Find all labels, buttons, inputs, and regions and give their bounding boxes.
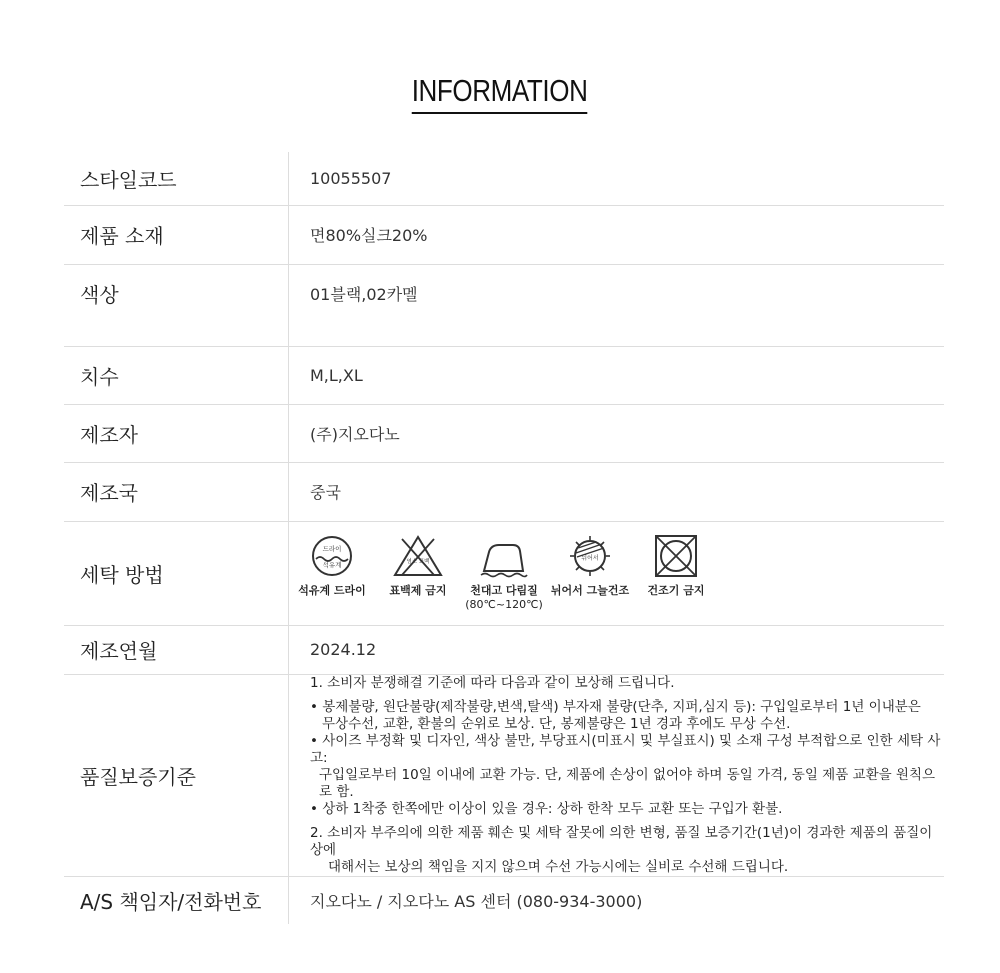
wash-icons <box>289 534 944 612</box>
shade-dry-label: 뉘어서 그늘건조 <box>550 584 630 597</box>
wash-item-iron <box>461 534 547 612</box>
quality-cell <box>289 674 945 876</box>
size-label: 치수 <box>64 346 289 404</box>
date-value: 2024.12 <box>289 625 945 674</box>
row-quality <box>64 674 944 876</box>
row-date <box>64 625 944 674</box>
material-value: 면80%실크20% <box>289 205 945 264</box>
quality-line: 구입일로부터 10일 이내에 교환 가능. 단, 제품에 손상이 없어야 하며 동일 가격, 동일 제품 교환을 원칙으로 함. <box>319 766 936 800</box>
row-style-code <box>64 152 944 205</box>
quality-line: 대해서는 보상의 책임을 지지 않으며 수선 가능시에는 실비로 수선해 드립니다. <box>328 858 789 875</box>
dry-clean-inner-top: 드라이 <box>322 545 342 553</box>
row-as <box>64 876 944 924</box>
material-label: 제품 소재 <box>64 205 289 264</box>
quality-line: • 봉제불량, 원단불량(제작불량,변색,탈색) 부자재 불량(단추, 지퍼,심지 등): 구입일로부터 1년 이내분은 <box>310 698 921 715</box>
dry-clean-inner-bottom: 석유계 <box>322 561 342 569</box>
wash-item-no-bleach <box>375 534 461 598</box>
row-color <box>64 264 944 346</box>
lay-flat-shade-dry-icon <box>566 534 614 578</box>
country-value: 중국 <box>289 462 945 521</box>
product-info-table <box>64 152 944 924</box>
wash-icons-cell <box>289 521 945 625</box>
row-wash <box>64 521 944 625</box>
row-size <box>64 346 944 404</box>
size-value: M,L,XL <box>289 346 945 404</box>
no-bleach-label: 표백제 금지 <box>389 584 447 597</box>
iron-with-cloth-icon <box>479 534 529 578</box>
quality-line: 1. 소비자 분쟁해결 기준에 따라 다음과 같이 보상해 드립니다. <box>310 674 675 691</box>
quality-line: • 상하 1착중 한쪽에만 이상이 있을 경우: 상하 한착 모두 교환 또는 구입가 환불. <box>310 800 783 817</box>
quality-line: 2. 소비자 부주의에 의한 제품 훼손 및 세탁 잘못에 의한 변형, 품질 보증기간(1년)이 경과한 제품의 품질이상에 <box>310 824 933 858</box>
as-label: A/S 책임자/전화번호 <box>64 876 289 924</box>
color-value: 01블랙,02카멜 <box>289 264 945 346</box>
page-title: INFORMATION <box>412 72 588 114</box>
wash-item-no-dryer <box>633 534 719 598</box>
iron-label: 천대고 다림질 <box>470 584 538 597</box>
no-dryer-label: 건조기 금지 <box>647 584 705 597</box>
maker-value: (주)지오다노 <box>289 404 945 462</box>
row-maker <box>64 404 944 462</box>
quality-line: • 사이즈 부정확 및 디자인, 색상 불만, 부당표시(미표시 및 부실표시) 및 소재 구성 부적합으로 인한 세탁 사고: <box>310 732 941 766</box>
row-material <box>64 205 944 264</box>
date-label: 제조연월 <box>64 625 289 674</box>
country-label: 제조국 <box>64 462 289 521</box>
style-code-label: 스타일코드 <box>64 152 289 205</box>
as-value: 지오다노 / 지오다노 AS 센터 (080-934-3000) <box>310 891 643 911</box>
page-title-wrap <box>0 72 1000 114</box>
quality-line: 무상수선, 교환, 환불의 순위로 보상. 단, 봉제불량은 1년 경과 후에도 무상 수선. <box>322 715 791 732</box>
no-bleach-icon <box>392 534 444 578</box>
wash-item-shade-dry <box>547 534 633 598</box>
color-label: 색상 <box>64 264 289 346</box>
style-code-value: 10055507 <box>289 152 945 205</box>
shade-dry-inner: 뉘어서 <box>581 555 599 562</box>
wash-label: 세탁 방법 <box>64 521 289 625</box>
wash-item-dry-clean <box>289 534 375 598</box>
dry-clean-label: 석유계 드라이 <box>298 584 366 597</box>
iron-temp-label: (80℃~120℃) <box>465 598 543 611</box>
quality-text <box>310 675 944 876</box>
maker-label: 제조자 <box>64 404 289 462</box>
row-country <box>64 462 944 521</box>
quality-label: 품질보증기준 <box>64 674 289 876</box>
no-tumble-dry-icon <box>653 534 699 578</box>
dry-clean-petroleum-icon <box>310 534 354 578</box>
no-bleach-inner: 염소 표백 <box>406 559 430 565</box>
